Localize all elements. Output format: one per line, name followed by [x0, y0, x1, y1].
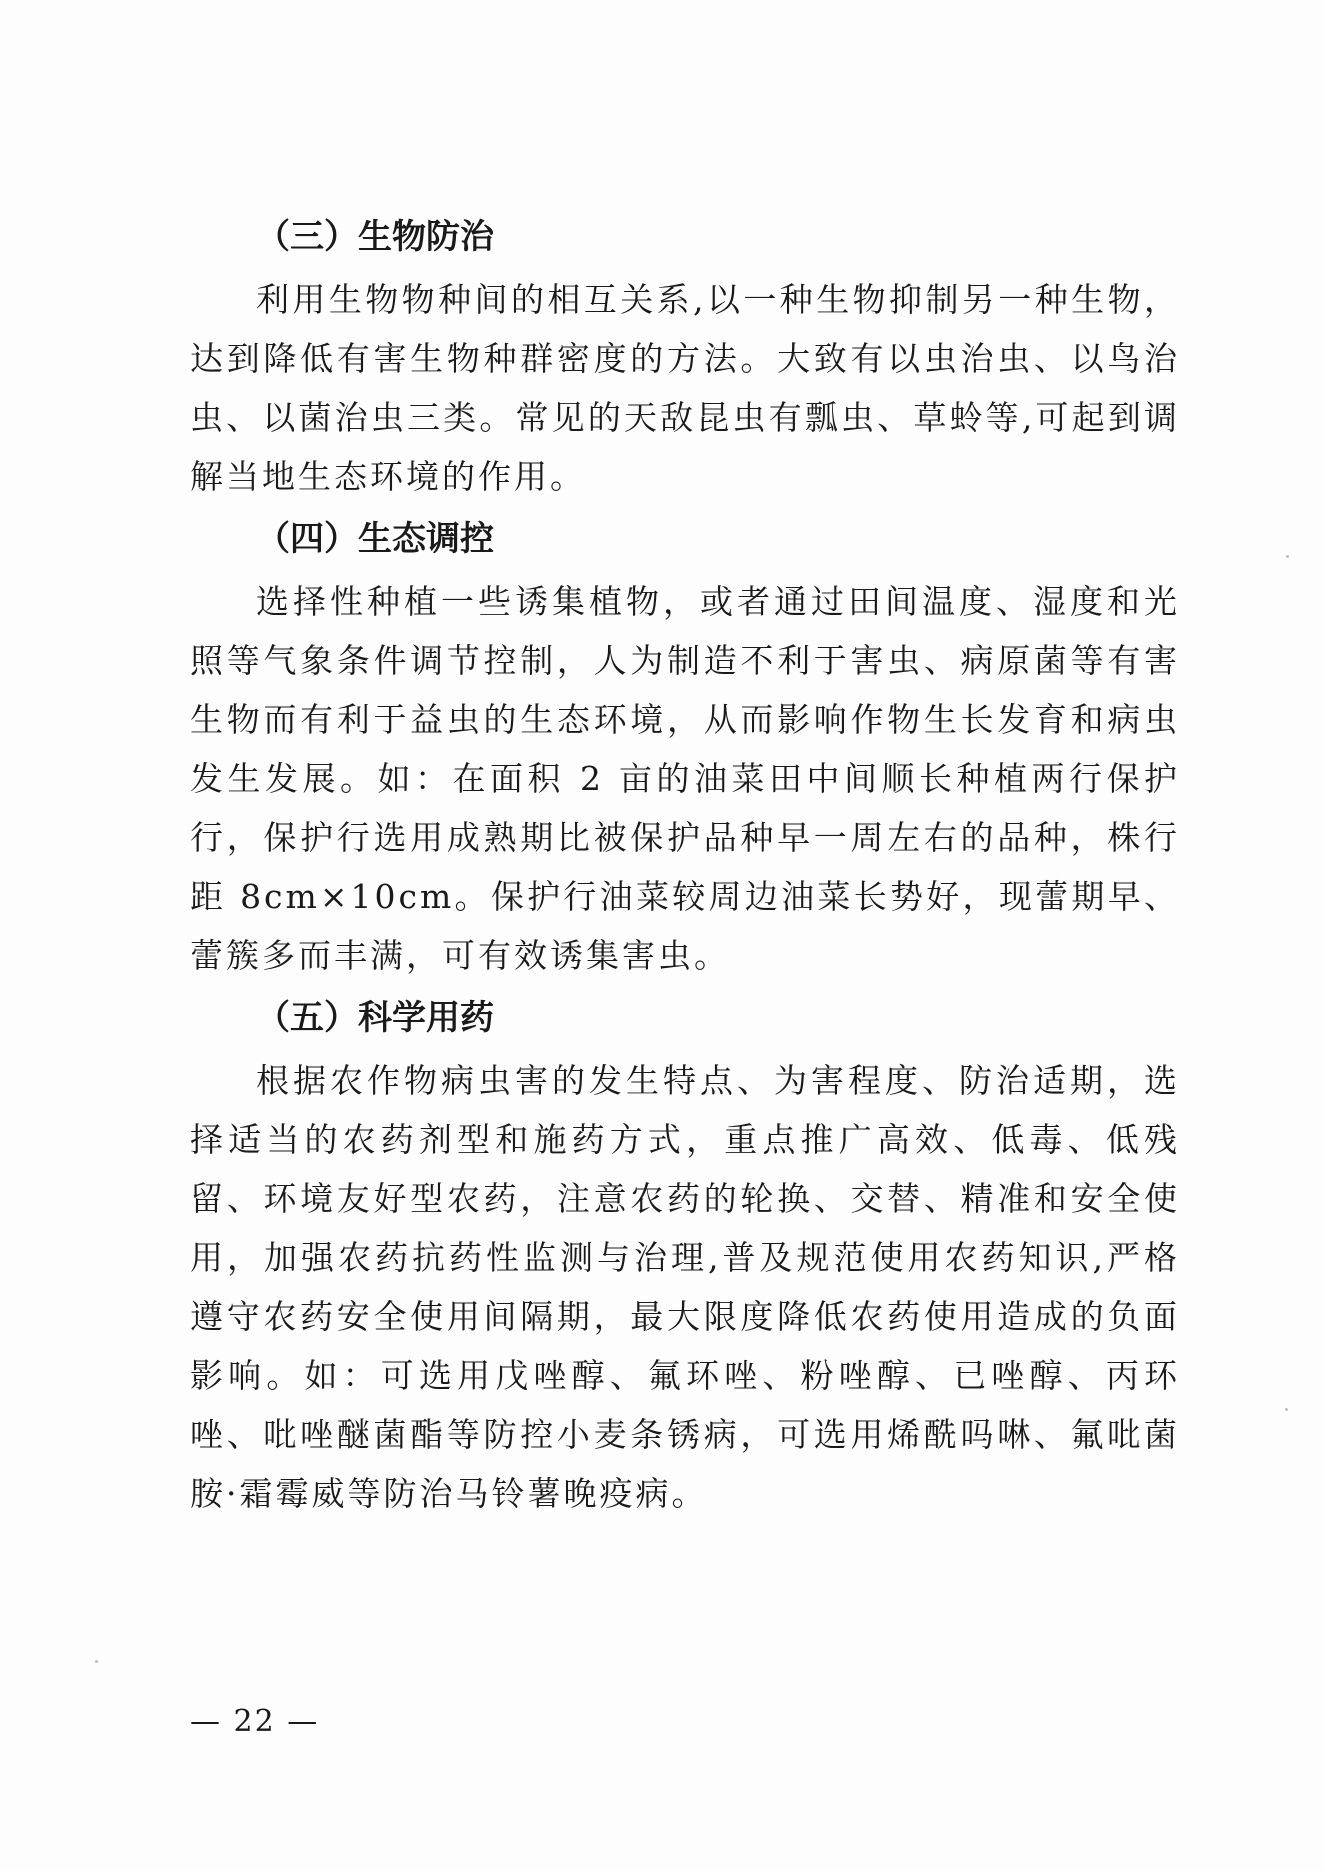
scan-speck	[1286, 555, 1289, 558]
section-biological-control	[190, 208, 1180, 506]
scan-speck	[95, 1660, 98, 1663]
section-paragraph: 选择性种植一些诱集植物，或者通过田间温度、湿度和光照等气象条件调节控制，人为制造不利于害虫、病原菌等有害生物而有利于益虫的生态环境，从而影响作物生长发育和病虫发生发展。如：在面积 2 亩的油菜田中间顺长种植两行保护行，保护行选用成熟期比被保护品种早一周左右的品种，株行距 8cm×10cm。保护行油菜较周边油菜长势好，现蕾期早、蕾簇多而丰满，可有效诱集害虫。	[190, 582, 1180, 975]
section-heading: （三）生物防治	[256, 217, 494, 257]
section-paragraph: 根据农作物病虫害的发生特点、为害程度、防治适期，选择适当的农药剂型和施药方式，重点推广高效、低毒、低残留、环境友好型农药，注意农药的轮换、交替、精准和安全使用，加强农药抗药性监测与治理,普及规范使用农药知识,严格遵守农药安全使用间隔期，最大限度降低农药使用造成的负面影响。如：可选用戊唑醇、氟环唑、粉唑醇、已唑醇、丙环唑、吡唑醚菌酯等防控小麦条锈病，可选用烯酰吗啉、氟吡菌胺·霜霉威等防治马铃薯晚疫病。	[190, 1061, 1180, 1513]
document-body	[190, 208, 1180, 1527]
section-scientific-pesticide-use	[190, 989, 1180, 1523]
section-heading: （四）生态调控	[256, 519, 494, 559]
page-number: — 22 —	[190, 1704, 320, 1739]
section-paragraph: 利用生物物种间的相互关系,以一种生物抑制另一种生物，达到降低有害生物种群密度的方法。大致有以虫治虫、以鸟治虫、以菌治虫三类。常见的天敌昆虫有瓢虫、草蛉等,可起到调解当地生态环境的作用。	[190, 280, 1180, 496]
scan-speck	[1285, 1408, 1288, 1411]
section-ecological-regulation	[190, 510, 1180, 985]
section-heading: （五）科学用药	[256, 998, 494, 1038]
